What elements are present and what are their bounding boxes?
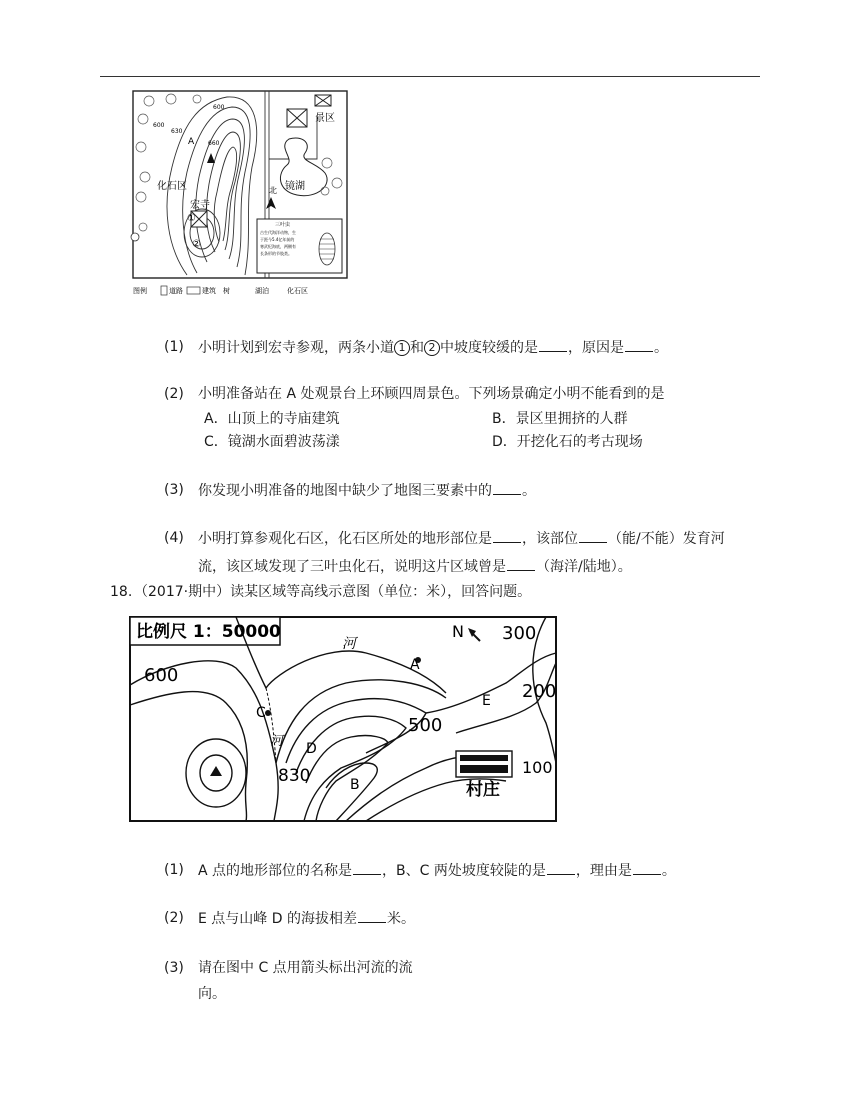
contour-300: 300 xyxy=(502,623,537,644)
q18-1-number: (1) xyxy=(164,862,184,878)
q18-2-text: E 点与山峰 D 的海拔相差 米。 xyxy=(198,908,415,929)
q17-2-number: (2) xyxy=(164,386,184,402)
answer-blank[interactable] xyxy=(493,528,521,543)
legend-title: 图例 xyxy=(133,287,147,295)
option-d[interactable]: D．开挖化石的考古现场 xyxy=(492,434,643,450)
point-c-marker xyxy=(265,710,271,716)
contour-600: 600 xyxy=(144,665,179,686)
answer-blank[interactable] xyxy=(579,528,607,543)
q18-2-number: (2) xyxy=(164,910,184,926)
answer-blank[interactable] xyxy=(625,337,653,352)
circled-1: 1 xyxy=(394,340,410,356)
map-legend xyxy=(133,286,308,295)
contour-660: 660 xyxy=(208,140,220,147)
contour-830: 830 xyxy=(278,766,311,786)
info-line-4: 长条形的节肢类。 xyxy=(260,251,292,256)
header-rule xyxy=(100,76,760,77)
point-c-label: C xyxy=(256,705,266,721)
q18-3-number: (3) xyxy=(164,960,184,976)
point-d-label: D xyxy=(306,741,317,757)
q18-1-text: A 点的地形部位的名称是 ，B、C 两处坡度较陡的是 ，理由是 。 xyxy=(198,860,676,881)
answer-blank[interactable] xyxy=(633,860,661,875)
north-label: N xyxy=(452,622,464,641)
q17-4-text-line2: 流，该区域发现了三叶虫化石，说明这片区域曾是 （海洋/陆地）。 xyxy=(198,556,632,577)
q18-number: 18. xyxy=(110,584,133,600)
info-line-2: 于距今5.4亿年前的 xyxy=(260,237,295,242)
contour-500: 500 xyxy=(408,715,443,736)
q17-2-text: 小明准备站在 A 处观景台上环顾四周景色。下列场景确定小明不能看到的是 xyxy=(198,386,665,402)
info-title: 三叶虫 xyxy=(275,222,291,228)
scenic-area-map xyxy=(127,87,357,300)
q18-3-text-line2: 向。 xyxy=(198,986,226,1002)
option-a[interactable]: A．山顶上的寺庙建筑 xyxy=(204,411,340,427)
river-label-2: 河 xyxy=(270,734,284,749)
info-line-3: 寒武纪海底，两侧有 xyxy=(260,244,296,249)
legend-tree: 树 xyxy=(223,287,230,295)
answer-blank[interactable] xyxy=(358,908,386,923)
legend-lake: 湖泊 xyxy=(255,287,269,295)
info-line-1: 古生代海洋动物，生 xyxy=(260,230,296,235)
answer-blank[interactable] xyxy=(539,337,567,352)
contour-600a: 600 xyxy=(153,122,165,129)
label-scenic: 景区 xyxy=(315,113,335,124)
label-north: 北 xyxy=(269,186,277,195)
q17-1-number: (1) xyxy=(164,339,184,355)
contour-map xyxy=(126,613,560,823)
point-b-label: B xyxy=(350,777,360,793)
scale-text: 比例尺 1：50000 xyxy=(136,622,281,642)
contour-630: 630 xyxy=(171,128,183,135)
q17-4-text-line1: 小明打算参观化石区，化石区所处的地形部位是 ，该部位 （能/不能）发育河 xyxy=(198,528,725,549)
answer-blank[interactable] xyxy=(493,480,521,495)
answer-blank[interactable] xyxy=(353,860,381,875)
q17-1-text: 小明计划到宏寺参观，两条小道 1 和 2 中坡度较缓的是 ，原因是 。 xyxy=(198,337,668,358)
legend-building: 建筑 xyxy=(202,287,216,295)
contour-200: 200 xyxy=(522,681,557,702)
q17-3-number: (3) xyxy=(164,482,184,498)
point-e-label: E xyxy=(482,693,491,709)
legend-fossil: 化石区 xyxy=(287,287,308,295)
legend-road: 道路 xyxy=(169,287,183,295)
q18-3-text-line1: 请在图中 C 点用箭头标出河流的流 xyxy=(198,960,413,976)
option-c[interactable]: C．镜湖水面碧波荡漾 xyxy=(204,434,340,450)
label-fossil-zone: 化石区 xyxy=(157,181,187,192)
q18-stem: （2017·期中）读某区域等高线示意图（单位：米），回答问题。 xyxy=(134,584,532,600)
point-a-label: A xyxy=(410,657,420,673)
label-lake: 镜湖 xyxy=(285,181,305,192)
village-icon xyxy=(456,751,512,777)
contour-100: 100 xyxy=(522,758,553,777)
label-temple: 宏寺 xyxy=(190,200,210,211)
village-label: 村庄 xyxy=(466,780,500,800)
answer-blank[interactable] xyxy=(507,556,535,571)
q17-3-text: 你发现小明准备的地图中缺少了地图三要素中的 。 xyxy=(198,480,536,501)
option-b[interactable]: B．景区里拥挤的人群 xyxy=(492,411,628,427)
label-path2: ② xyxy=(192,239,201,250)
label-path1: ① xyxy=(187,213,196,224)
answer-blank[interactable] xyxy=(547,860,575,875)
contour-600b: 600 xyxy=(213,104,225,111)
circled-2: 2 xyxy=(424,340,440,356)
q17-4-number: (4) xyxy=(164,530,184,546)
label-point-a: A xyxy=(188,137,195,147)
river-label-1: 河 xyxy=(342,636,356,652)
fossil-marker-icon xyxy=(131,233,139,241)
